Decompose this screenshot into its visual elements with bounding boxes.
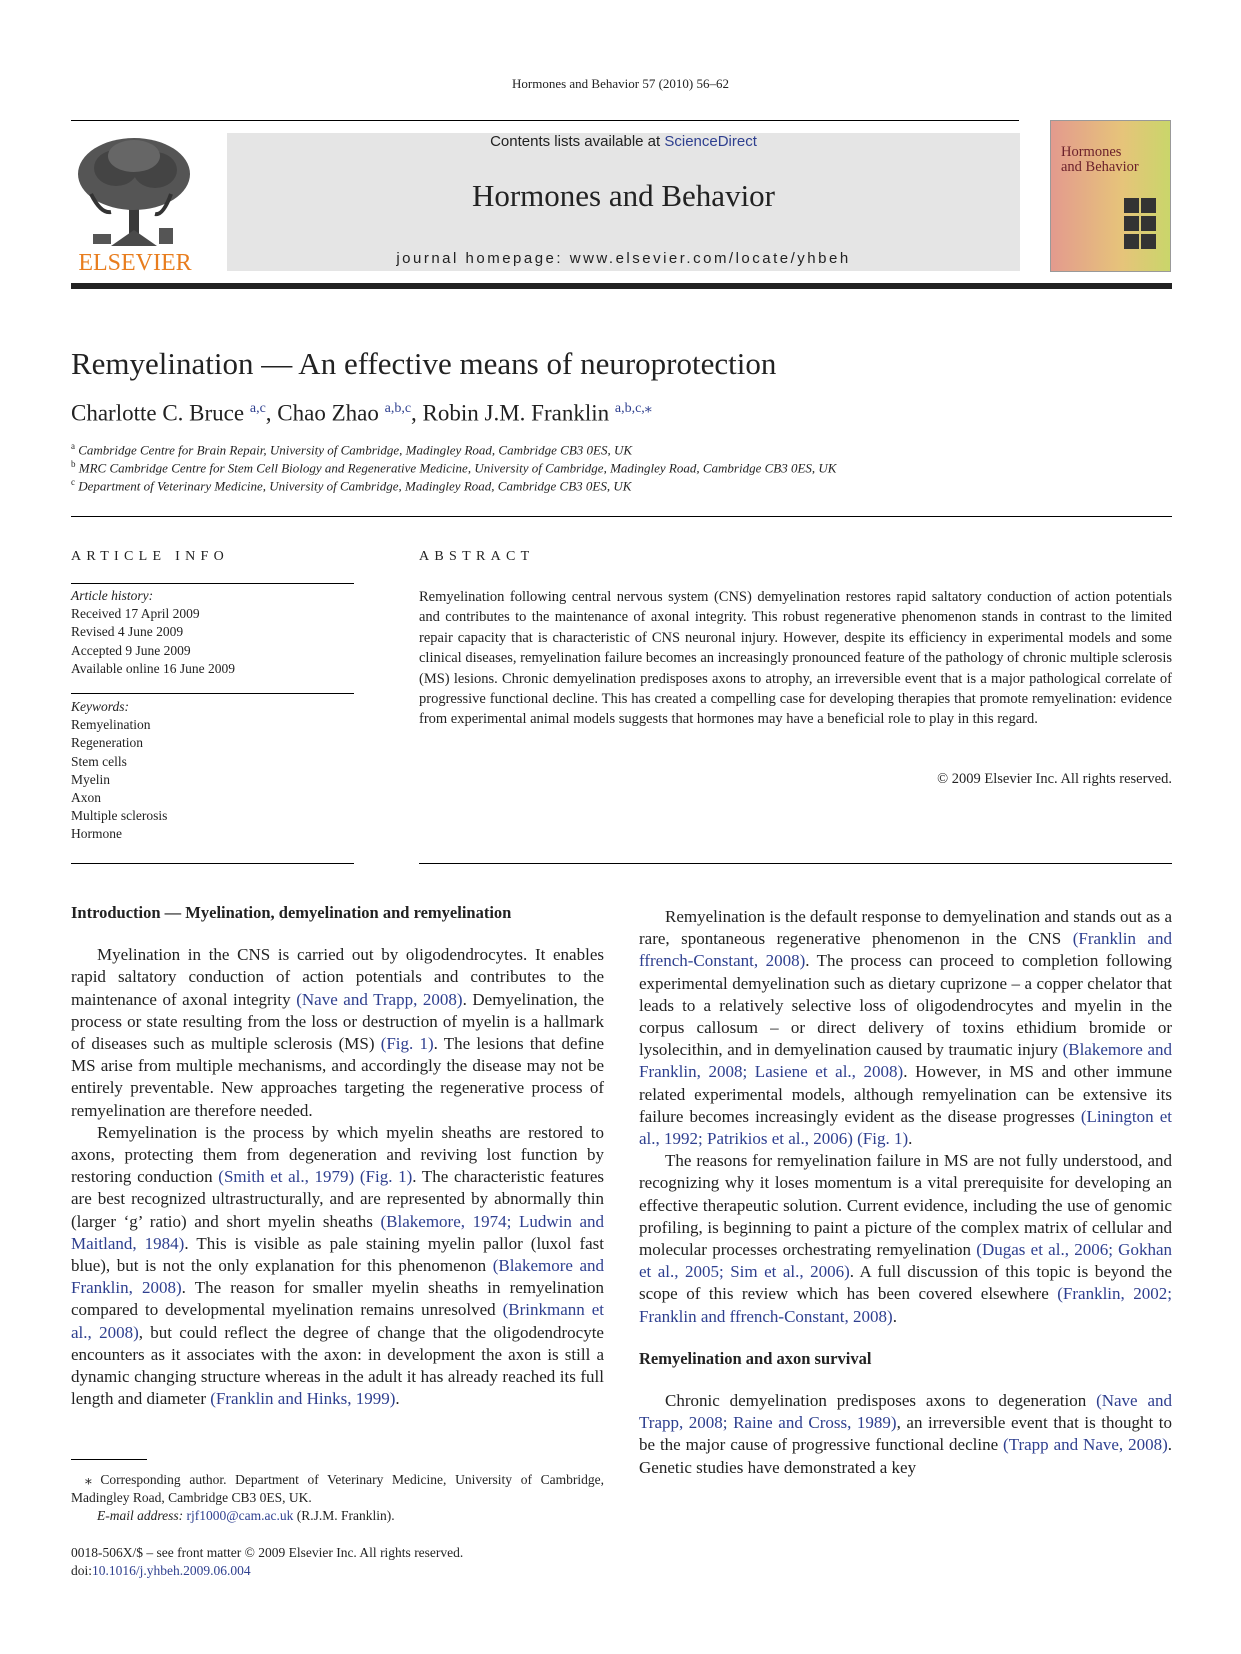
paragraph-text: . — [908, 1129, 913, 1149]
paragraph-text: . However, in MS and other immune related experimental models, although remyelination can be extensive its failure becomes increasingly evident as the disease progresses — [639, 1062, 1173, 1126]
citation-link[interactable]: (Trapp and Nave, 2008) — [1003, 1435, 1168, 1455]
paragraph-text: . The reason for smaller myelin sheaths in remyelination compared to developmental myelination remains unresolved — [71, 1278, 604, 1320]
paragraph — [71, 944, 604, 1122]
email-label: E-mail address: — [97, 1508, 187, 1523]
history-item: Accepted 9 June 2009 — [71, 642, 191, 658]
paragraph-text: . A full discussion of this topic is beyond the scope of this review which has been covered elsewhere — [639, 1262, 1173, 1304]
author-name: Robin J.M. Franklin — [422, 400, 615, 426]
info-rule — [71, 693, 354, 694]
paragraph-text: Remyelination is the default response to demyelination and stands out as a rare, spontaneous regenerative phenomenon in the CNS — [639, 907, 1172, 949]
citation-link[interactable]: (Blakemore and Franklin, 2008; Lasiene et al., 2008) — [639, 1040, 1172, 1082]
history-item: Available online 16 June 2009 — [71, 660, 235, 676]
body-left-column — [71, 902, 604, 1410]
affiliation-mark: a — [71, 441, 75, 451]
article-info-heading: ARTICLE INFO — [71, 549, 230, 564]
paragraph-text: . This is visible as pale staining myelin pallor (luxol fast blue), but is not the only explanation for this phenomenon — [71, 1233, 604, 1276]
email-suffix: (R.J.M. Franklin). — [293, 1508, 395, 1523]
keyword-item: Axon — [71, 790, 101, 806]
paragraph-text: . — [395, 1389, 400, 1409]
keyword-item: Hormone — [71, 826, 122, 842]
abstract-text: Remyelination following central nervous system (CNS) demyelination restores rapid saltatory conduction of action potentials and contributes to the maintenance of axonal integrity. This robust regenerative phenomenon stands in contrast to the limited repair capacity that is characteristic of CNS neuronal injury. However, despite its efficiency in experimental models and some clinical diseases, remyelination failure becomes an increasingly pronounced feature of the pathology of chronic multiple sclerosis (MS) lesions. Chronic demyelination predisposes axons to atrophy, an irreversible event that is a major pathological correlate of progressive functional decline. This has created a compelling case for developing therapies that promote remyelination: evidence from experimental animal models suggests that hormones may have a beneficial role to play in this regard. — [419, 589, 1172, 728]
keyword-item: Stem cells — [71, 753, 127, 769]
affiliation-text: MRC Cambridge Centre for Stem Cell Biology and Regenerative Medicine, University of Cambridge, Madingley Road, Cambridge CB3 0ES, UK — [78, 460, 837, 476]
citation-link[interactable]: (Nave and Trapp, 2008; Raine and Cross, 1989) — [639, 1391, 1172, 1433]
front-matter — [71, 1544, 463, 1580]
author-separator: , — [411, 400, 423, 426]
citation-link[interactable]: (Linington et al., 1992; Patrikios et al., 2006) — [639, 1106, 1172, 1149]
paragraph-text: , but could reflect the degree of change that the oligodendrocyte encounters as it associates with the axon: in development the axon is still a dynamic changing structure whereas in the adult it has already reached its full length and diameter — [71, 1322, 604, 1409]
elsevier-wordmark: ELSEVIER — [78, 250, 192, 274]
citation-link[interactable]: (Franklin, 2002; Franklin and ffrench-Constant, 2008) — [639, 1284, 1172, 1326]
contents-prefix: Contents lists available at — [490, 133, 665, 150]
citation-link[interactable]: (Fig. 1) — [857, 1129, 909, 1149]
svg-text:and Behavior: and Behavior — [1061, 159, 1139, 175]
citation-link[interactable]: (Blakemore and Franklin, 2008) — [71, 1256, 604, 1298]
affiliation-c — [71, 477, 631, 494]
paragraph-text: . The process can proceed to completion following experimental demyelination such as dietary cuprizone – a copper chelator that leads to a relatively selective loss of oligodendrocytes and myelin in the corpus callosum – or direct delivery of toxins ethidium bromide or lysolecithin, and in demyelination caused by traumatic injury — [639, 951, 1172, 1060]
paragraph — [639, 906, 1172, 1150]
body-right-column — [639, 906, 1172, 1479]
author-separator: , — [265, 400, 278, 426]
affiliation-a — [71, 441, 632, 458]
citation-link[interactable]: (Dugas et al., 2006; Gokhan et al., 2005; Sim et al., 2006) — [639, 1240, 1172, 1282]
abstract-copyright: © 2009 Elsevier Inc. All rights reserved. — [937, 771, 1172, 787]
elsevier-logo — [71, 134, 199, 274]
affiliation-rule — [71, 516, 1172, 517]
paragraph — [639, 1150, 1172, 1328]
paragraph-text: . The lesions that define MS arise from multiple mechanisms, and accordingly the disease may not be entirely preventable. New approaches targeting the regenerative process of remyelination are therefore needed. — [71, 1034, 604, 1120]
author-affiliation-marks[interactable]: a,b,c,⁎ — [614, 401, 652, 416]
email-link[interactable]: rjf1000@cam.ac.uk — [186, 1508, 294, 1523]
journal-title: Hormones and Behavior — [471, 178, 776, 213]
paragraph-text: . Genetic studies have demonstrated a key — [639, 1435, 1172, 1477]
paragraph-text: , an irreversible event that is thought to be the major cause of progressive functional decline — [639, 1413, 1172, 1455]
citation-link[interactable]: (Nave and Trapp, 2008) — [296, 989, 463, 1009]
paragraph-text: . — [892, 1306, 897, 1326]
affiliation-mark: b — [71, 459, 76, 469]
doi-link[interactable]: 10.1016/j.yhbeh.2009.06.004 — [92, 1563, 251, 1578]
history-item: Revised 4 June 2009 — [71, 624, 184, 640]
affiliation-text: Department of Veterinary Medicine, University of Cambridge, Madingley Road, Cambridge CB3 0ES, UK — [78, 478, 632, 494]
contents-line — [227, 133, 1020, 150]
abstract-rule — [419, 863, 1172, 864]
history-label: Article history: — [71, 588, 154, 603]
affiliation-text: Cambridge Centre for Brain Repair, University of Cambridge, Madingley Road, Cambridge CB3 0ES, UK — [78, 442, 633, 458]
citation-link[interactable]: (Fig. 1) — [380, 1034, 434, 1054]
paragraph-text: . Demyelination, the process or state resulting from the loss or destruction of myelin is a hallmark of diseases such as multiple sclerosis (MS) — [71, 989, 604, 1054]
author-affiliation-marks[interactable]: a,b,c — [384, 401, 412, 416]
paragraph-text: . The characteristic features are best recognized ultrastructurally, and are represented by abnormally thin (larger ‘g’ ratio) and short myelin sheaths — [71, 1167, 605, 1231]
svg-text:Hormones: Hormones — [1061, 144, 1122, 160]
header-thick-rule — [71, 283, 1172, 289]
paragraph-text: Remyelination is the process by which myelin sheaths are restored to axons, protecting them from degeneration and reviving lost function by restoring conduction — [71, 1122, 604, 1187]
info-rule — [71, 583, 354, 584]
elsevier-tree-icon — [71, 134, 199, 274]
keyword-item: Myelin — [71, 771, 110, 787]
keywords-label: Keywords: — [71, 699, 129, 714]
affiliation-b — [71, 459, 836, 476]
journal-cover — [1050, 120, 1171, 272]
keywords — [71, 698, 354, 844]
paragraph — [639, 1390, 1172, 1479]
keyword-item: Remyelination — [71, 717, 151, 733]
abstract-heading: ABSTRACT — [419, 549, 535, 564]
article-history — [71, 587, 354, 678]
article-title: Remyelination — An effective means of neuroprotection — [71, 346, 777, 381]
keyword-item: Regeneration — [71, 735, 143, 751]
paragraph-text: Myelination in the CNS is carried out by oligodendrocytes. It enables rapid saltatory conduction of action potentials and contributes to the maintenance of axonal integrity — [71, 945, 604, 1009]
keyword-item: Multiple sclerosis — [71, 808, 168, 824]
issn-line: 0018-506X/$ – see front matter © 2009 Elsevier Inc. All rights reserved. — [71, 1545, 464, 1560]
citation-link[interactable]: (Fig. 1) — [359, 1167, 413, 1187]
citation-link[interactable]: (Blakemore, 1974; Ludwin and Maitland, 1984) — [71, 1211, 604, 1253]
author-name: Chao Zhao — [277, 400, 385, 426]
corresponding-author-footnote — [71, 1471, 604, 1525]
author-name: Charlotte C. Bruce — [71, 400, 250, 426]
journal-homepage[interactable]: journal homepage: www.elsevier.com/locate/yhbeh — [396, 250, 851, 267]
paragraph-text: Chronic demyelination predisposes axons to degeneration — [665, 1391, 1097, 1411]
section-heading-axon-survival: Remyelination and axon survival — [639, 1348, 872, 1368]
affiliation-mark: c — [71, 477, 75, 487]
footnote-text: Corresponding author. Department of Veterinary Medicine, University of Cambridge, Madingley Road, Cambridge CB3 0ES, UK. — [71, 1472, 604, 1505]
paragraph-text: The reasons for remyelination failure in MS are not fully understood, and recognizing why it loses momentum is a vital prerequisite for developing an effective therapeutic solution. Current evidence, including the use of genomic profiling, is beginning to paint a picture of the complex matrix of cellular and molecular processes orchestrating remyelination — [639, 1151, 1172, 1260]
paragraph — [71, 1122, 604, 1411]
citation-link[interactable]: (Brinkmann et al., 2008) — [71, 1300, 604, 1342]
info-rule — [71, 863, 354, 864]
author-affiliation-marks[interactable]: a,c — [249, 401, 266, 416]
footnote-star: ⁎ — [85, 1472, 92, 1487]
citation-link[interactable]: (Franklin and ffrench-Constant, 2008) — [639, 929, 1172, 971]
citation-link[interactable]: (Smith et al., 1979) — [218, 1167, 355, 1187]
journal-reference: Hormones and Behavior 57 (2010) 56–62 — [512, 76, 729, 91]
citation-link[interactable]: (Franklin and Hinks, 1999) — [210, 1389, 396, 1409]
footnote-rule — [71, 1459, 147, 1460]
author-list — [71, 400, 652, 427]
doi-label: doi: — [71, 1563, 93, 1578]
sciencedirect-link[interactable]: ScienceDirect — [664, 133, 757, 150]
header-rule — [71, 120, 1019, 121]
section-heading-introduction: Introduction — Myelination, demyelination and remyelination — [71, 903, 512, 922]
history-item: Received 17 April 2009 — [71, 606, 200, 622]
